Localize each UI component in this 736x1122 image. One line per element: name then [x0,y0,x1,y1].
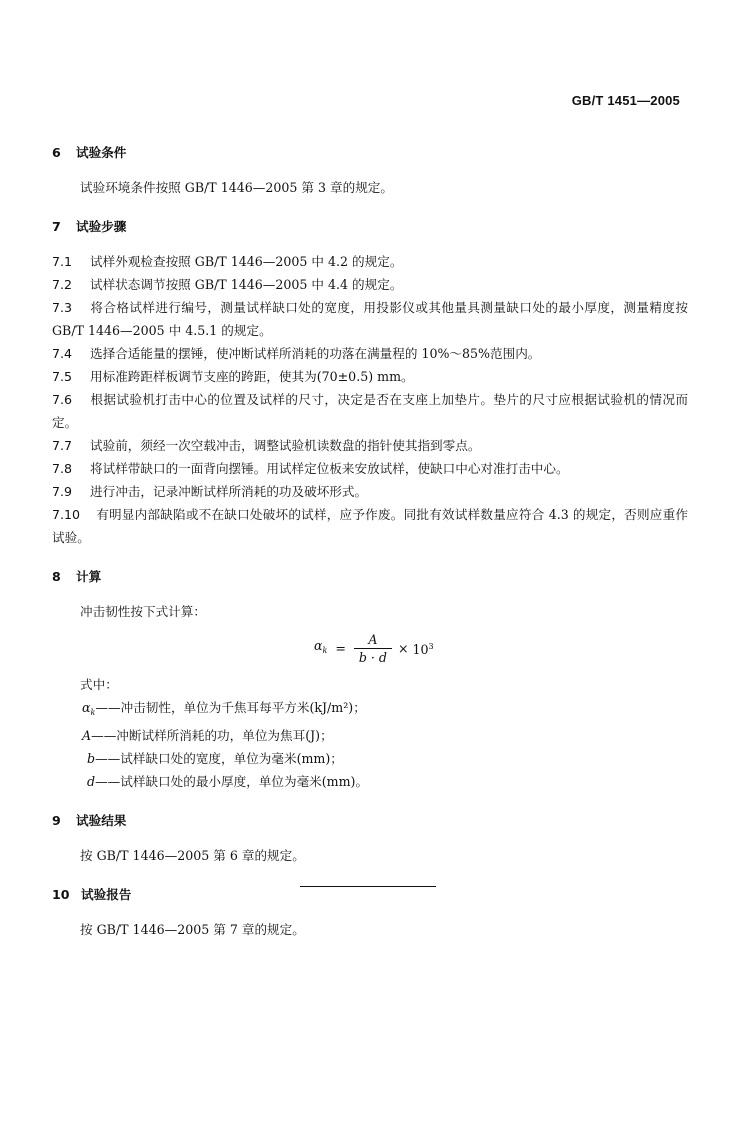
end-rule [300,886,436,887]
formula-where: 式中： [80,677,118,692]
section-6-text: 试验环境条件按照 GB/T 1446—2005 第 3 章的规定。 [80,180,393,195]
clause-number: 7.1 [52,254,73,269]
section-title: 试验结果 [76,813,127,828]
formula-times: × [397,640,409,656]
clause-7-7 [52,434,688,457]
clause-number: 7.5 [52,369,73,384]
clause-number: 7.2 [52,277,73,292]
clause-7-4 [52,342,688,365]
clause-7-9 [52,480,688,503]
clause-text: 用标准跨距样板调节支座的跨距，使其为(70±0.5) mm。 [90,369,414,384]
section-title: 试验报告 [81,887,132,902]
clause-7-3 [52,296,688,342]
section-9-heading [52,809,688,832]
clause-text: 将试样带缺口的一面背向摆锤。用试样定位板来安放试样，使缺口中心对准打击中心。 [90,461,569,476]
section-number: 6 [52,145,61,160]
section-title: 试验步骤 [76,219,127,234]
section-number: 9 [52,813,61,828]
section-7-heading [52,215,688,238]
section-9-text: 按 GB/T 1446—2005 第 6 章的规定。 [80,848,305,863]
clause-7-5 [52,365,688,388]
clause-text: 将合格试样进行编号，测量试样缺口处的宽度，用投影仪或其他量具测量缺口处的最小厚度，测量精度按 GB/T 1446—2005 中 4.5.1 的规定。 [52,300,688,338]
standard-number: GB/T 1451—2005 [571,93,680,108]
variable-A: A——冲断试样所消耗的功，单位为焦耳(J)； [82,728,333,743]
clause-text: 试样外观检查按照 GB/T 1446—2005 中 4.2 的规定。 [90,254,403,269]
formula-equals: = [335,640,346,656]
formula-power: $10^3$ [412,642,434,657]
clause-number: 7.10 [52,507,81,522]
variable-ak: $\alpha_k——$冲击韧性，单位为千焦耳每平方米(kJ/m²)； [82,700,366,717]
clause-7-10 [52,503,688,549]
clause-7-6 [52,388,688,434]
variable-d: d——试样缺口处的最小厚度，单位为毫米(mm)。 [87,774,369,789]
variable-b: b——试样缺口处的宽度，单位为毫米(mm)； [87,751,343,766]
section-title: 计算 [76,569,102,584]
section-number: 10 [52,887,70,902]
clause-text: 选择合适能量的摆锤，使冲断试样所消耗的功落在满量程的 10%～85%范围内。 [90,346,541,361]
clause-7-8 [52,457,688,480]
clause-text: 试验前，须经一次空载冲击，调整试验机读数盘的指针使其指到零点。 [90,438,481,453]
impact-toughness-formula [52,627,688,669]
section-10-text: 按 GB/T 1446—2005 第 7 章的规定。 [80,922,305,937]
clause-number: 7.4 [52,346,73,361]
clause-7-1 [52,250,688,273]
section-number: 8 [52,569,61,584]
clause-text: 有明显内部缺陷或不在缺口处破坏的试样，应予作废。同批有效试样数量应符合 4.3 的规定，否则应重作试验。 [52,507,688,545]
clause-number: 7.3 [52,300,73,315]
clause-text: 试样状态调节按照 GB/T 1446—2005 中 4.4 的规定。 [90,277,403,292]
section-8-heading [52,565,688,588]
clause-7-2 [52,273,688,296]
formula-lhs: $\alpha_k$ [314,638,328,655]
section-6-heading [52,141,688,164]
document-body [52,141,688,941]
section-8-intro: 冲击韧性按下式计算： [80,604,206,619]
clause-number: 7.7 [52,438,73,453]
clause-text: 根据试验机打击中心的位置及试样的尺寸，决定是否在支座上加垫片。垫片的尺寸应根据试验机的情况而定。 [52,392,688,430]
clause-text: 进行冲击，记录冲断试样所消耗的功及破坏形式。 [90,484,368,499]
formula-fraction [354,631,392,666]
formula-denominator: b · d [358,649,387,665]
section-number: 7 [52,219,61,234]
clause-number: 7.9 [52,484,73,499]
section-title: 试验条件 [76,145,127,160]
clause-number: 7.6 [52,392,73,407]
clause-number: 7.8 [52,461,73,476]
formula-numerator: A [368,631,378,647]
